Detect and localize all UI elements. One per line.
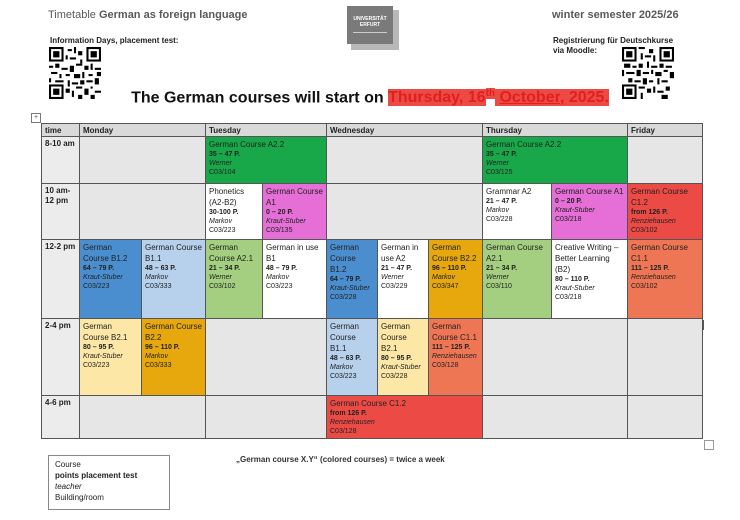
empty-slot — [627, 395, 703, 439]
time-slot: 12-2 pm — [41, 239, 80, 319]
moodle-registration-label: Registrierung für Deutschkurse via Moodle: — [553, 36, 674, 55]
empty-slot — [627, 318, 703, 396]
semester-label: winter semester 2025/26 — [552, 9, 679, 21]
table-resize-handle[interactable] — [704, 440, 714, 450]
course-cell[interactable]: Grammar A2 21 – 47 P. Markov C03/228 — [482, 183, 552, 240]
course-cell[interactable]: German Course C1.2 from 126 P. Renziehausen C03/102 — [627, 183, 703, 240]
header-wednesday: Wednesday — [326, 123, 483, 137]
legend-box — [48, 455, 170, 510]
empty-slot — [326, 136, 483, 184]
header-time: time — [41, 123, 80, 137]
course-cell[interactable]: German Course A2.2 35 – 47 P. Werner C03/125 — [482, 136, 628, 184]
legend-room: Building/room — [55, 493, 104, 502]
legend-course: Course — [55, 460, 81, 469]
course-cell[interactable]: German Course C1.1 111 – 125 P. Renziehausen C03/128 — [428, 318, 483, 396]
course-cell[interactable]: German Course A2.1 21 – 34 P. Werner C03/102 — [205, 239, 263, 319]
document-title: Timetable German as foreign language — [48, 9, 248, 21]
empty-slot — [326, 183, 483, 240]
course-cell[interactable]: German Course C1.1 111 – 125 P. Renziehausen C03/102 — [627, 239, 703, 319]
time-slot: 4-6 pm — [41, 395, 80, 439]
empty-slot — [482, 318, 628, 396]
course-cell[interactable]: German in use B1 48 – 79 P. Markov C03/223 — [262, 239, 327, 319]
course-cell[interactable]: German Course B2.1 80 – 95 P. Kraut-Stuber C03/228 — [377, 318, 429, 396]
empty-slot — [482, 395, 628, 439]
legend-teacher: teacher — [55, 482, 82, 491]
course-cell[interactable]: German Course B2.2 96 – 110 P. Markov C03/347 — [428, 239, 483, 319]
header-friday: Friday — [627, 123, 703, 137]
course-cell[interactable]: German Course A2.1 21 – 34 P. Werner C03/110 — [482, 239, 552, 319]
twice-a-week-note: „German course X.Y“ (colored courses) = twice a week — [236, 455, 445, 464]
course-cell[interactable]: German Course B1.1 48 – 63 P. Markov C03/223 — [326, 318, 378, 396]
empty-slot — [79, 183, 206, 240]
time-slot: 10 am-12 pm — [41, 183, 80, 240]
course-cell[interactable]: German Course B2.2 96 – 110 P. Markov C03/333 — [141, 318, 206, 396]
course-cell[interactable]: German in use A2 21 – 47 P. Werner C03/229 — [377, 239, 429, 319]
empty-slot — [627, 136, 703, 184]
header-tuesday: Tuesday — [205, 123, 327, 137]
empty-slot — [205, 395, 327, 439]
course-cell[interactable]: Phonetics (A2-B2) 30-100 P. Markov C03/223 — [205, 183, 263, 240]
info-days-label: Information Days, placement test: — [50, 36, 179, 45]
course-cell[interactable]: German Course A1 0 – 20 P. Kraut-Stuber C03/218 — [551, 183, 628, 240]
course-cell[interactable]: German Course B1.2 64 – 79 P. Kraut-Stuber C03/223 — [79, 239, 142, 319]
cursor-mark — [703, 320, 704, 330]
header-thursday: Thursday — [482, 123, 628, 137]
university-logo: UNIVERSITÄT ERFURT — [347, 6, 393, 44]
start-date-headline: The German courses will start on Thursday, 16th October, 2025. — [131, 88, 609, 107]
empty-slot — [79, 395, 206, 439]
course-cell[interactable]: German Course B1.2 64 – 79 P. Kraut-Stuber C03/228 — [326, 239, 378, 319]
empty-slot — [205, 318, 327, 396]
course-cell[interactable]: Creative Writing – Better Learning (B2) 80 – 110 P. Kraut-Stuber C03/218 — [551, 239, 628, 319]
timetable — [41, 123, 703, 439]
course-cell[interactable]: German Course A1 0 – 20 P. Kraut-Stuber C03/135 — [262, 183, 327, 240]
course-cell[interactable]: German Course C1.2 from 126 P. Renziehausen C03/128 — [326, 395, 483, 439]
course-cell[interactable]: German Course B2.1 80 – 95 P. Kraut-Stuber C03/223 — [79, 318, 142, 396]
course-cell[interactable]: German Course B1.1 48 – 63 P. Markov C03/333 — [141, 239, 206, 319]
legend-points: points placement test — [55, 471, 138, 480]
time-slot: 8-10 am — [41, 136, 80, 184]
time-slot: 2-4 pm — [41, 318, 80, 396]
empty-slot — [79, 136, 206, 184]
table-move-handle[interactable]: + — [31, 113, 41, 123]
course-cell[interactable]: German Course A2.2 35 – 47 P. Werner C03/104 — [205, 136, 327, 184]
header-monday: Monday — [79, 123, 206, 137]
